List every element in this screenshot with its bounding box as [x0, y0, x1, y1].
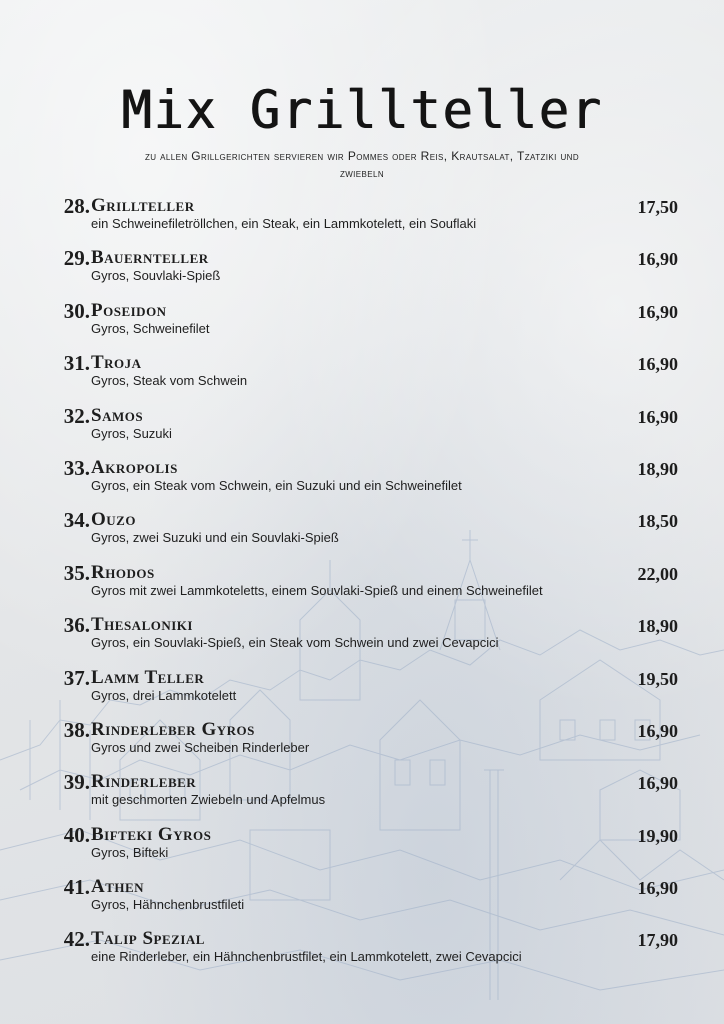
- menu-item: [44, 822, 684, 874]
- item-number: 29.: [63, 246, 90, 271]
- item-description: ein Schweinefiletröllchen, ein Steak, ein Lammkotelett, ein Souflaki: [91, 216, 477, 231]
- menu-list: [44, 193, 684, 979]
- item-name: Thesaloniki: [91, 614, 193, 636]
- item-name: Athen: [91, 876, 145, 898]
- item-number: 39.: [63, 770, 90, 795]
- page-subtitle: zu allen Grillgerichten servieren wir Pommes oder Reis, Krautsalat, Tzatziki und zwiebeln: [144, 149, 580, 180]
- item-number: 41.: [63, 875, 90, 900]
- item-price: 16,90: [637, 773, 678, 794]
- item-description: Gyros, Schweinefilet: [91, 320, 210, 336]
- menu-item: [44, 507, 684, 559]
- item-description: Gyros, ein Steak vom Schwein, ein Suzuki und ein Schweinefilet: [91, 477, 462, 493]
- item-description: Gyros, ein Souvlaki-Spieß, ein Steak vom Schwein und zwei Cevapcici: [91, 635, 499, 651]
- item-number: 40.: [63, 822, 90, 847]
- item-name: Akropolis: [91, 456, 178, 478]
- item-name: Troja: [91, 352, 142, 374]
- item-name: Poseidon: [91, 299, 167, 321]
- item-price: 16,90: [637, 720, 678, 741]
- menu-item: [44, 717, 684, 769]
- item-description: Gyros mit zwei Lammkoteletts, einem Souvlaki-Spieß und einem Schweinefilet: [91, 582, 543, 598]
- item-name: Lamm Teller: [91, 666, 205, 688]
- item-description: eine Rinderleber, ein Hähnchenbrustfilet, ein Lammkotelett, zwei Cevapcici: [91, 949, 522, 965]
- item-name: Rinderleber Gyros: [91, 718, 255, 740]
- item-description: Gyros, Steak vom Schwein: [91, 373, 248, 389]
- menu-item: [44, 350, 684, 402]
- menu-item: [44, 560, 684, 612]
- item-price: 18,50: [637, 511, 678, 532]
- item-description: mit geschmorten Zwiebeln und Apfelmus: [91, 792, 326, 808]
- item-number: 36.: [63, 613, 90, 638]
- item-name: Bauernteller: [91, 247, 209, 269]
- item-name: Grillteller: [91, 195, 195, 216]
- item-price: 16,90: [637, 301, 678, 322]
- item-description: Gyros und zwei Scheiben Rinderleber: [91, 739, 310, 755]
- menu-item: [44, 298, 684, 350]
- item-name: Samos: [91, 404, 144, 426]
- item-name: Rinderleber: [91, 771, 197, 793]
- item-number: 37.: [63, 665, 90, 690]
- item-number: 28.: [63, 194, 90, 218]
- item-name: Rhodos: [91, 561, 155, 583]
- item-price: 19,90: [637, 825, 678, 846]
- menu-item: [44, 769, 684, 821]
- item-price: 16,90: [637, 354, 678, 375]
- item-number: 35.: [63, 560, 90, 585]
- menu-item: [44, 665, 684, 717]
- menu-item: [44, 403, 684, 455]
- menu-header: [0, 80, 724, 182]
- item-name: Bifteki Gyros: [91, 823, 212, 845]
- item-number: 30.: [63, 298, 90, 323]
- menu-item: [44, 455, 684, 507]
- item-price: 19,50: [637, 668, 678, 689]
- menu-item: [44, 926, 684, 978]
- item-number: 42.: [63, 927, 90, 952]
- item-number: 33.: [63, 455, 90, 480]
- menu-item: [44, 612, 684, 664]
- item-price: 17,50: [637, 197, 678, 217]
- item-number: 38.: [63, 717, 90, 742]
- page-title: Mix Grillteller: [121, 79, 603, 141]
- item-price: 16,90: [637, 249, 678, 270]
- item-description: Gyros, Suzuki: [91, 425, 172, 441]
- item-price: 18,90: [637, 458, 678, 479]
- menu-item: [44, 245, 684, 297]
- item-description: Gyros, drei Lammkotelett: [91, 687, 237, 703]
- menu-item: [44, 874, 684, 926]
- item-price: 22,00: [637, 563, 678, 584]
- item-name: Talip Spezial: [91, 928, 205, 950]
- item-price: 16,90: [637, 878, 678, 899]
- item-description: Gyros, zwei Suzuki und ein Souvlaki-Spieß: [91, 530, 339, 546]
- item-price: 16,90: [637, 406, 678, 427]
- item-number: 31.: [63, 351, 90, 376]
- item-price: 18,90: [637, 616, 678, 637]
- item-number: 34.: [63, 508, 90, 533]
- item-description: Gyros, Bifteki: [91, 844, 169, 860]
- item-description: Gyros, Souvlaki-Spieß: [91, 268, 221, 284]
- item-name: Ouzo: [91, 509, 136, 531]
- item-number: 32.: [63, 403, 90, 428]
- item-description: Gyros, Hähnchenbrustfileti: [91, 897, 245, 913]
- menu-item: [44, 193, 684, 245]
- item-price: 17,90: [637, 930, 678, 951]
